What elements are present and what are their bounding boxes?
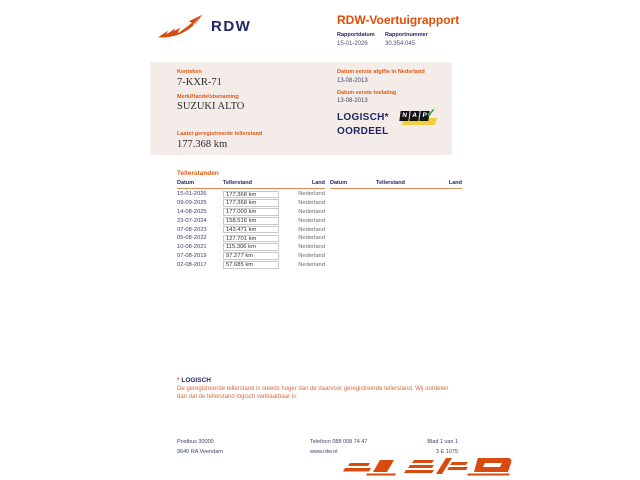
tellerstanden-title: Tellerstanden [177,170,219,177]
row-datum: 07-08-2019 [177,252,207,259]
report-number-value: 30.354.045 [385,41,416,47]
table-row [177,208,325,217]
vehicle-summary-right [337,69,449,138]
oordeel-line2: OORDEEL [337,125,389,137]
nap-letter-n: N [399,111,409,121]
tellerstanden-table-left [177,180,325,269]
footer-postbus: Postbus 30000 [177,439,214,445]
merk-label: Merk/Handelsbenaming [177,93,239,100]
footer-doc-code: 3 E 1075 [435,448,458,455]
report-date-label: Rapportdatum [337,32,375,38]
report-date-value: 15-01-2026 [337,41,368,47]
footnote-heading [177,377,459,384]
table-row [177,234,325,243]
footnote-asterisk: * [177,377,180,384]
kenteken-value: 7-KXR-71 [177,76,222,88]
tellerstanden-table-right [330,180,462,189]
eerste-afgifte-label: Datum eerste afgifte in Nederland [337,69,425,75]
footer-city: 9640 RA Veendam [177,448,223,455]
row-datum: 05-08-2022 [177,235,207,242]
col-header-land: Land [448,180,462,186]
row-datum: 02-08-2017 [177,261,207,268]
report-number-label: Rapportnummer [385,32,428,38]
eerste-afgifte-value: 13-08-2013 [337,77,368,84]
row-tellerstand: 97.277 km [223,252,279,260]
oordeel-line1: LOGISCH* [337,112,389,124]
row-tellerstand: 143.471 km [223,226,279,234]
table-row [177,225,325,234]
row-datum: 14-08-2025 [177,208,207,215]
row-datum: 07-08-2023 [177,226,207,233]
row-datum: 10-08-2021 [177,244,207,251]
report-date-field [337,32,385,47]
report-meta [337,32,433,47]
table-row [177,252,325,261]
row-datum: 09-09-2025 [177,200,207,207]
laatste-tellerstand-label: Laatst geregistreerde tellerstand [177,131,263,138]
row-datum: 23-07-2024 [177,217,207,224]
vehicle-summary-card [150,62,452,155]
row-datum: 15-01-2026 [177,191,207,198]
nap-letter-a: A [409,111,419,121]
report-number-field [385,32,433,47]
laatste-tellerstand-value: 177.368 km [177,138,228,150]
row-tellerstand: 127.701 km [223,235,279,243]
tellerstanden-rows [177,190,325,269]
row-land: Nederland [298,244,325,251]
col-header-tellerstand: Tellerstand [376,180,405,186]
footnote-text: De geregistreerde tellerstand is steeds hoger dan de daarvoor geregistreerde tellerstand. Wij oordelen dan dat de tellerstand logisch verklaarbaar is. [177,386,449,400]
row-tellerstand: 115.306 km [223,243,279,251]
decorative-swoosh-graphic [334,454,514,478]
merk-value: SUZUKI ALTO [177,101,245,113]
logisch-footnote [177,377,459,402]
eerste-toelating-value: 13-08-2013 [337,98,368,105]
row-tellerstand: 57.685 km [223,261,279,269]
row-land: Nederland [298,226,325,233]
row-land: Nederland [298,208,325,215]
table-row [177,243,325,252]
row-land: Nederland [298,252,325,259]
eerste-toelating-label: Datum eerste toelating [337,89,397,96]
col-header-datum: Datum [330,180,348,186]
row-tellerstand: 177.368 km [223,199,279,207]
footnote-title: LOGISCH [181,377,211,384]
rdw-bird-icon [156,12,204,40]
footer-page-indicator: Blad 1 van 1 [427,439,458,445]
table-row [177,216,325,225]
row-land: Nederland [298,235,325,242]
col-header-land: Land [311,180,325,186]
row-land: Nederland [298,200,325,207]
row-land: Nederland [298,191,325,198]
row-tellerstand: 158.516 km [223,217,279,225]
table-header-row [177,180,325,189]
row-tellerstand: 177.368 km [223,191,279,199]
kenteken-label: Kenteken [177,69,202,75]
row-land: Nederland [298,217,325,224]
rdw-logo [156,12,251,40]
row-land: Nederland [298,261,325,268]
footer-address [177,439,223,458]
table-row [177,260,325,269]
vehicle-summary-left [177,69,327,156]
col-header-tellerstand: Tellerstand [223,180,252,186]
nap-logo [400,106,440,127]
nap-check-icon: ✓ [426,106,437,120]
report-title: RDW-Voertuigrapport [337,13,460,27]
table-row [177,199,325,208]
rdw-logo-text: RDW [211,17,252,35]
footer-phone: Telefoon 088 008 74 47 [310,439,368,445]
col-header-datum: Datum [177,180,195,186]
row-tellerstand: 177.009 km [223,208,279,216]
table-row [177,190,325,199]
table-header-row [330,180,462,189]
nap-letter-p: P [419,111,429,121]
footer-website-link[interactable]: www.rdw.nl [310,448,338,455]
